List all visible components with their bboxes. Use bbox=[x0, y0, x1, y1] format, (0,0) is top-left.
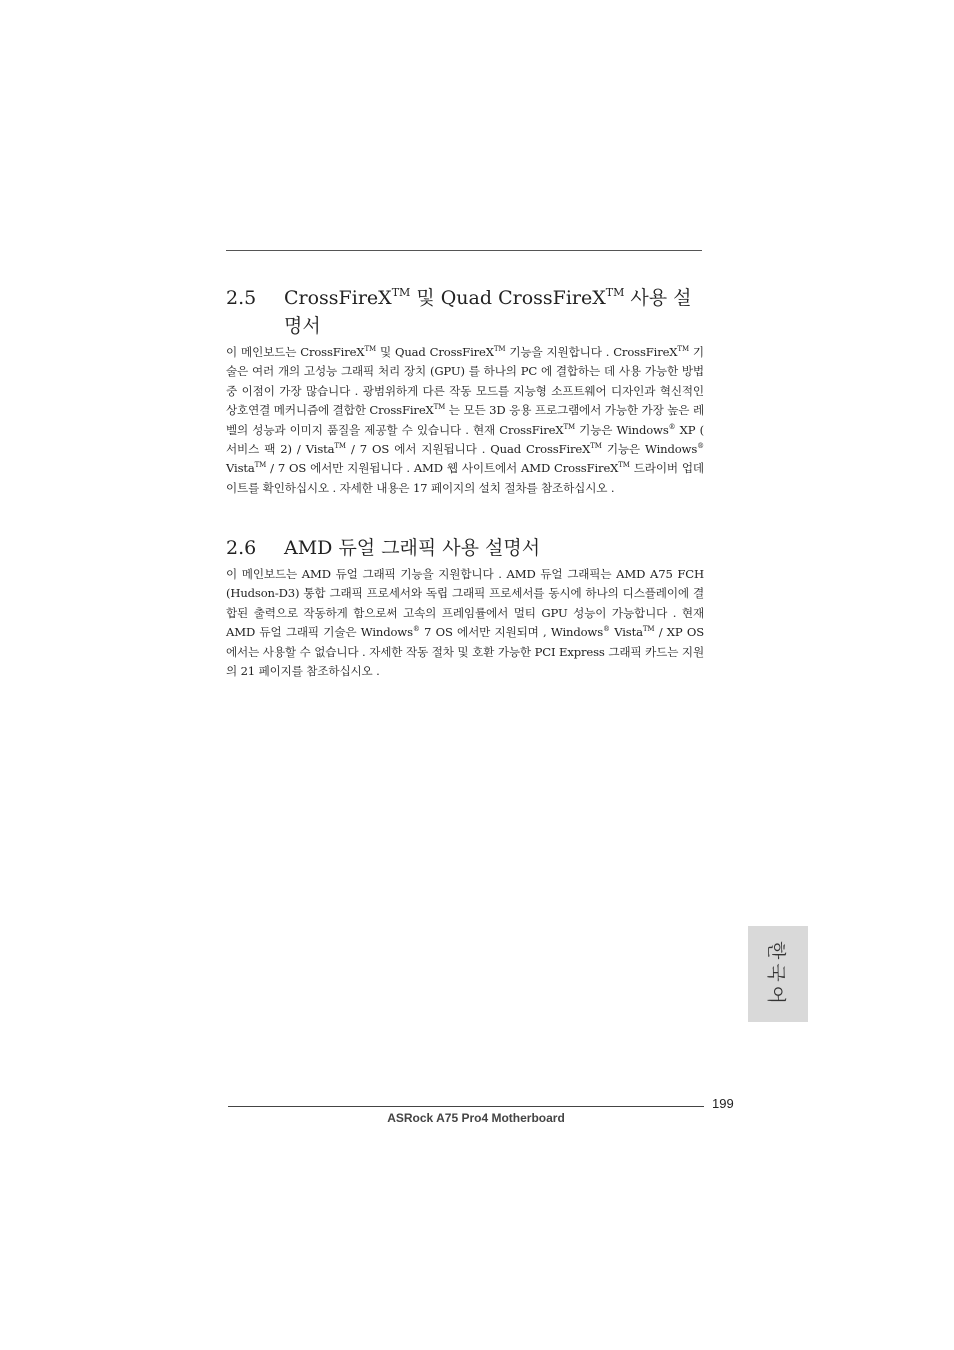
section-heading bbox=[226, 284, 704, 340]
section-heading bbox=[226, 534, 704, 562]
section-2-5 bbox=[226, 284, 704, 498]
section-body: 이 메인보드는 CrossFireX™ 및 Quad CrossFireX™ 기능을 지원합니다 . CrossFireX™ 기술은 여러 개의 고성능 그래픽 처리 장치 (GPU) 를 하나의 PC 에 결합하는 데 사용 가능한 방법 중 이점이 가장 많습니다 . 광범위하게 다른 작동 모드를 지능형 소프트웨어 디자인과 혁신적인 상호연결 메커니즘에 결합한 CrossFireX™ 는 모든 3D 응용 프로그램에서 가능한 가장 높은 레벨의 성능과 이미지 품질을 제공할 수 있습니다 . 현재 CrossFireX™ 기능은 Windows® XP ( 서비스 팩 2) / Vista™ / 7 OS 에서 지원됩니다 . Quad CrossFireX™ 기능은 Windows® Vista™ / 7 OS 에서만 지원됩니다 . AMD 웹 사이트에서 AMD CrossFireX™ 드라이버 업데이트를 확인하십시오 . 자세한 내용은 17 페이지의 설치 절차를 참조하십시오 . bbox=[226, 345, 704, 495]
page-number: 199 bbox=[712, 1096, 734, 1111]
language-tab-label: 한국어 bbox=[765, 940, 788, 1008]
language-tab bbox=[748, 926, 808, 1022]
section-title: CrossFireX™ 및 Quad CrossFireX™ 사용 설명서 bbox=[284, 286, 692, 337]
section-2-6 bbox=[226, 534, 704, 681]
top-divider bbox=[226, 250, 702, 251]
section-number: 2.5 bbox=[226, 287, 257, 309]
section-title: AMD 듀얼 그래픽 사용 설명서 bbox=[284, 537, 541, 559]
section-number: 2.6 bbox=[226, 537, 257, 559]
section-body: 이 메인보드는 AMD 듀얼 그래픽 기능을 지원합니다 . AMD 듀얼 그래픽는 AMD A75 FCH (Hudson-D3) 통합 그래픽 프로세서와 독립 그래픽 프로세서를 동시에 하나의 디스플레이에 결합된 출력으로 작동하게 함으로써 고속의 프레임률에서 멀티 GPU 성능이 가능합니다 . 현재 AMD 듀얼 그래픽 기술은 Windows® 7 OS 에서만 지원되며 , Windows® Vista™ / XP OS 에서는 사용할 수 없습니다 . 자세한 작동 절차 및 호환 가능한 PCI Express 그래픽 카드는 지원 의 21 페이지를 참조하십시오 . bbox=[226, 567, 704, 679]
footer-product-name: ASRock A75 Pro4 Motherboard bbox=[387, 1111, 565, 1125]
footer-divider bbox=[228, 1106, 704, 1107]
